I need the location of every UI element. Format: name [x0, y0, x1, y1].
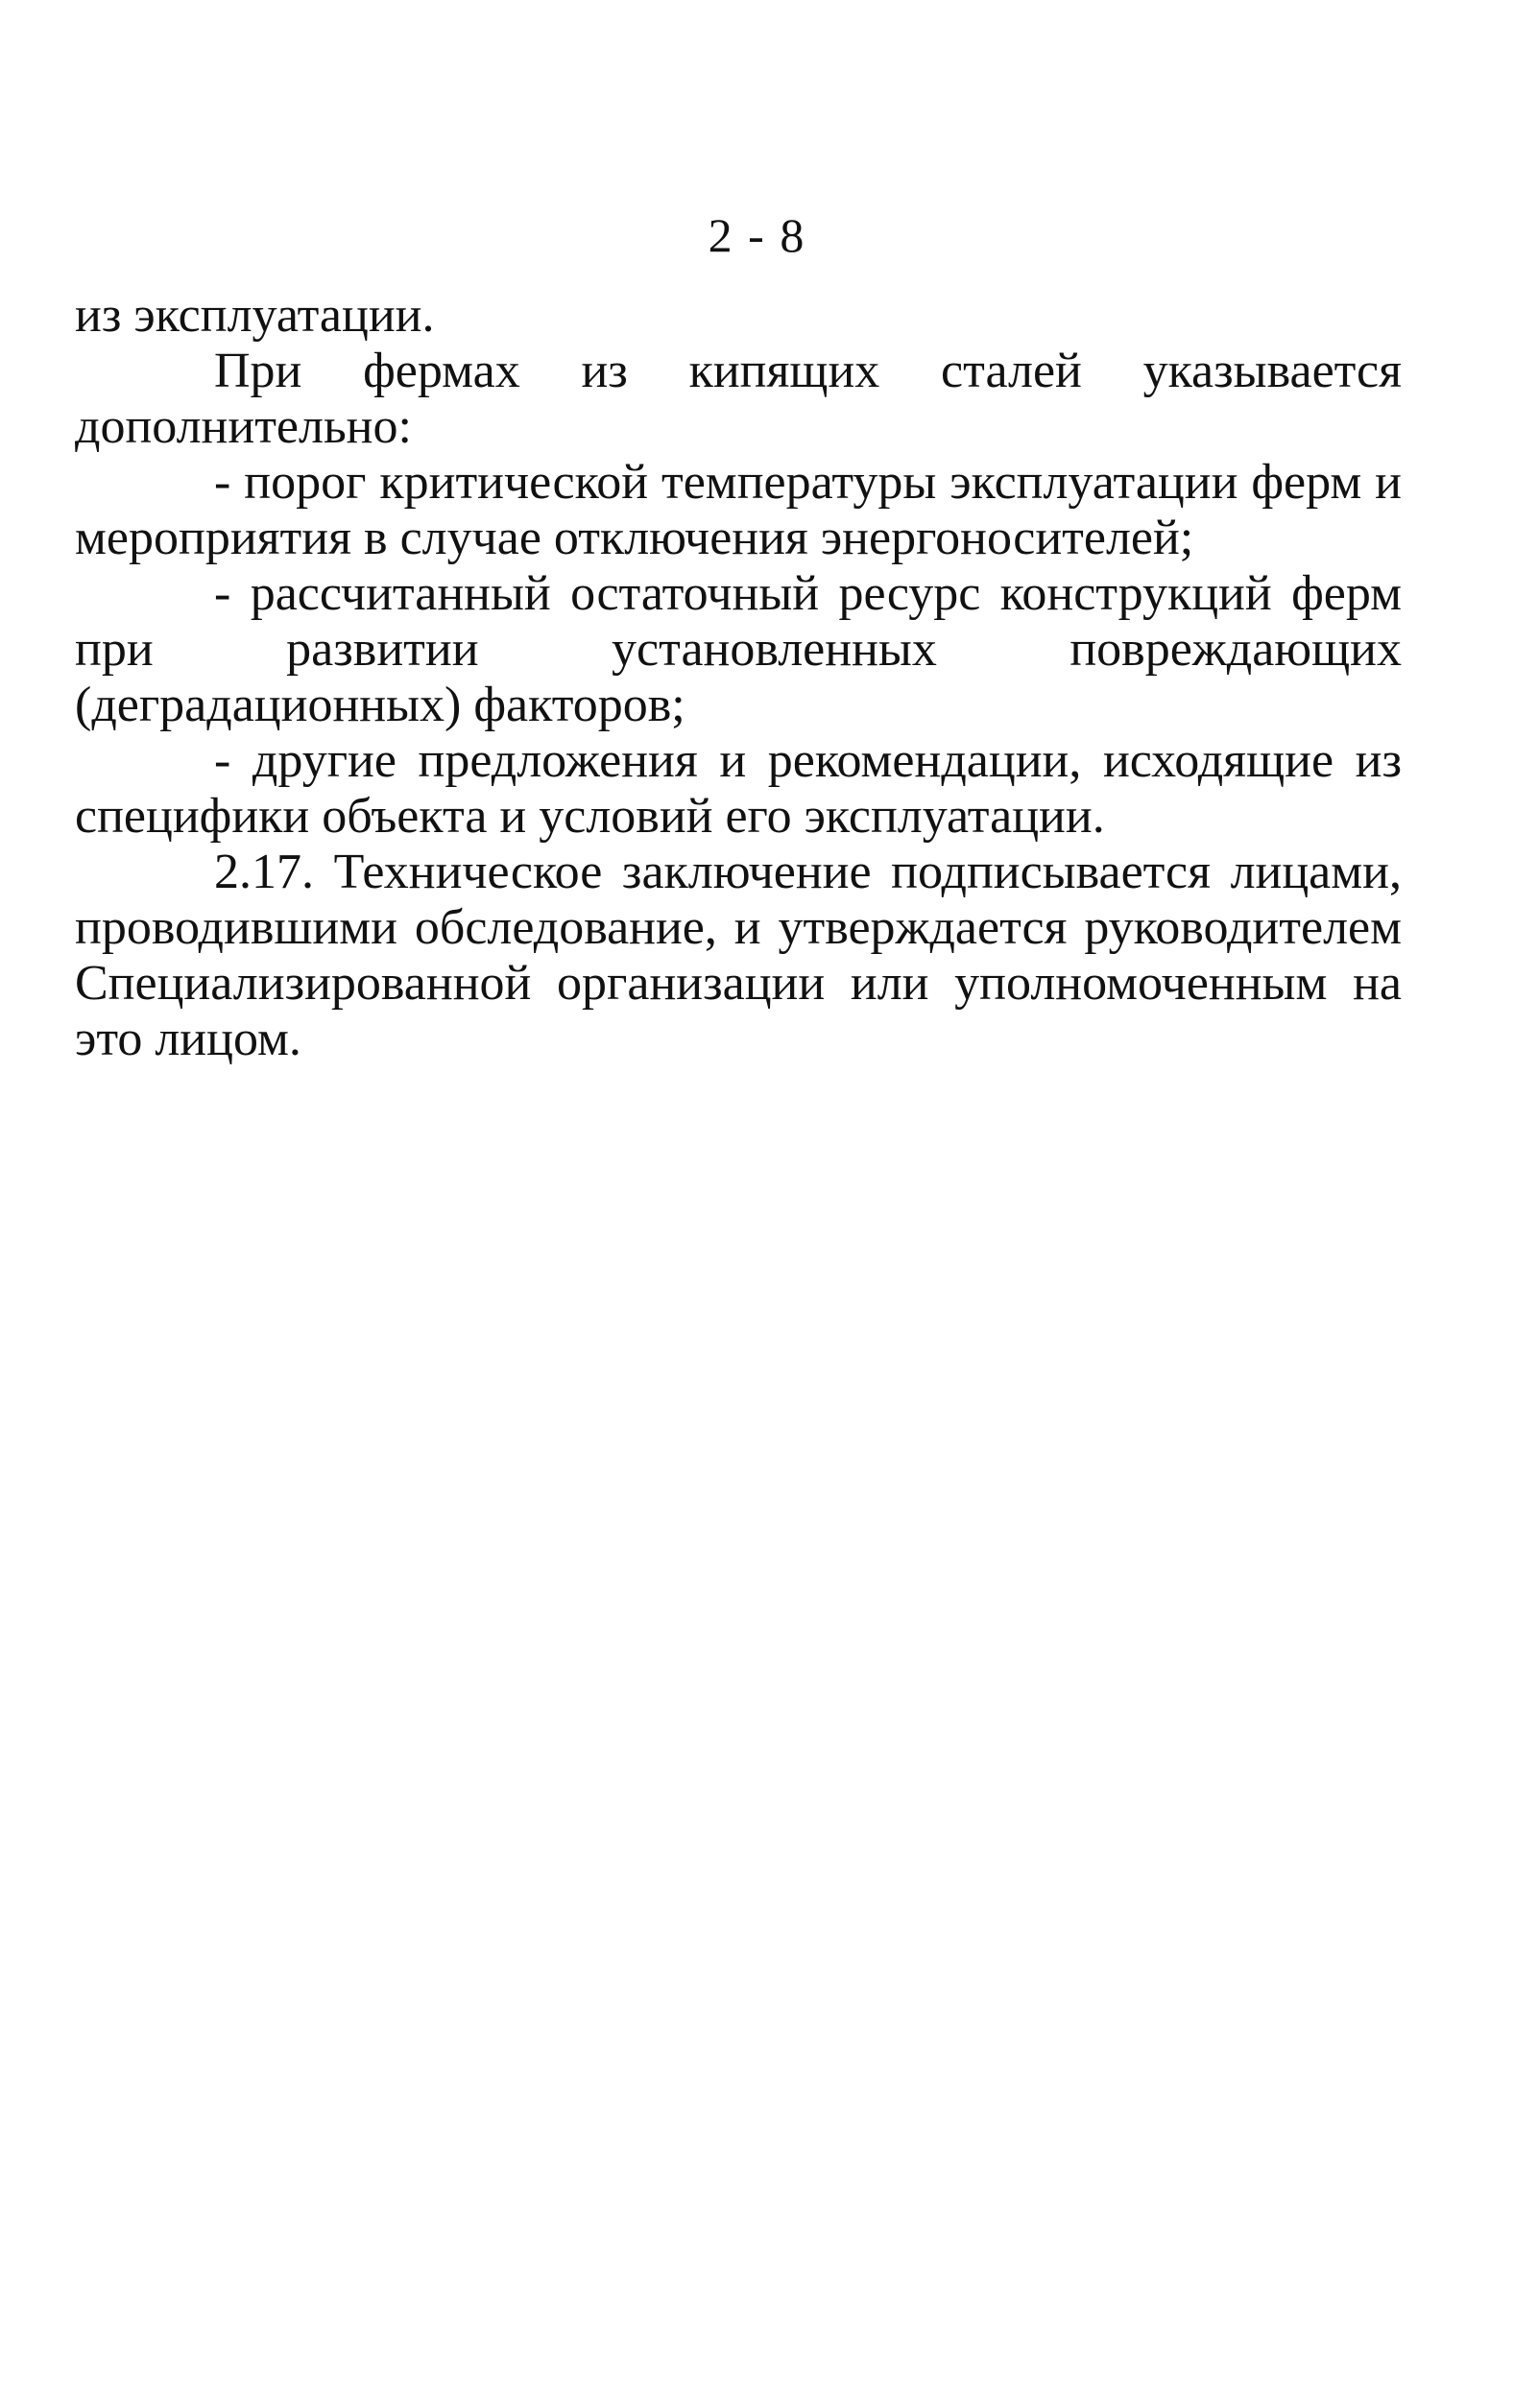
page-number: 2 - 8 — [708, 208, 806, 262]
document-body — [75, 288, 1402, 1067]
list-item-other-proposals: - другие предложения и рекомендации, исходящие из специфики объекта и условий его эксплуатации. — [75, 733, 1402, 844]
paragraph-boiling-steel-note: При фермах из кипящих сталей указывается дополнительно: — [75, 344, 1402, 454]
paragraph-2-17-technical-conclusion: 2.17. Техническое заключение подписывается лицами, проводившими обследование, и утверждается руководителем Специализированной организации или уполномоченным на это лицом. — [75, 845, 1402, 1066]
list-item-critical-temperature: - порог критической температуры эксплуатации ферм и мероприятия в случае отключения энергоносителей; — [75, 455, 1402, 565]
paragraph-continuation: из эксплуатации. — [75, 288, 435, 343]
list-item-residual-resource: - рассчитанный остаточный ресурс конструкций ферм при развитии установленных повреждающих (деградационных) факторов; — [75, 566, 1402, 732]
